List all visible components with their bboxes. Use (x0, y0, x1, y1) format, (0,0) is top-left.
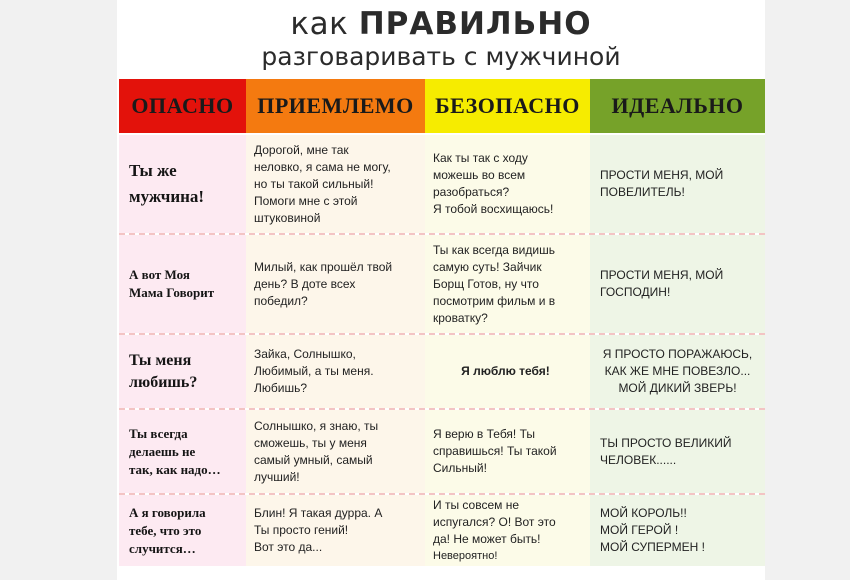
header-safe: БЕЗОПАСНО (425, 79, 590, 133)
header-dangerous: ОПАСНО (119, 79, 246, 133)
header-acceptable: ПРИЕМЛЕМО (246, 79, 425, 133)
title-bold: ПРАВИЛЬНО (358, 6, 592, 42)
cell-safe: Я верю в Тебя! Ты справишься! Ты такой Сильный! (425, 410, 590, 493)
cell-safe-small-text: Невероятно! (433, 549, 498, 562)
cell-acceptable: Милый, как прошёл твой день? В доте всех победил? (246, 235, 425, 333)
table-row (119, 410, 765, 495)
cell-dangerous: Ты меня любишь? (119, 335, 246, 408)
cell-acceptable: Зайка, Солнышко, Любимый, а ты меня. Любишь? (246, 335, 425, 408)
cell-acceptable: Солнышко, я знаю, ты сможешь, ты у меня самый умный, самый лучший! (246, 410, 425, 493)
table-row (119, 135, 765, 235)
column-header-row (119, 79, 765, 133)
infographic-card (117, 0, 765, 580)
cell-safe: Я люблю тебя! (425, 335, 590, 408)
table-row (119, 335, 765, 410)
header-ideal: ИДЕАЛЬНО (590, 79, 765, 133)
title-line-1 (117, 6, 765, 42)
cell-dangerous: А я говорила тебе, что это случится… (119, 495, 246, 566)
cell-dangerous: Ты всегда делаешь не так, как надо… (119, 410, 246, 493)
title-light: как (290, 6, 359, 42)
cell-safe-main-text: И ты совсем не испугался? О! Вот это да! Не может быть! (433, 497, 556, 546)
cell-dangerous: Ты же мужчина! (119, 135, 246, 233)
cell-acceptable: Блин! Я такая дурра. А Ты просто гений! Вот это да... (246, 495, 425, 566)
cell-safe: Как ты так с ходу можешь во всем разобраться? Я тобой восхищаюсь! (425, 135, 590, 233)
title-line-2: разговаривать с мужчиной (261, 42, 621, 71)
cell-ideal: ТЫ ПРОСТО ВЕЛИКИЙ ЧЕЛОВЕК...... (590, 410, 765, 493)
table-row (119, 495, 765, 566)
cell-dangerous: А вот Моя Мама Говорит (119, 235, 246, 333)
cell-safe (425, 495, 590, 566)
cell-ideal: МОЙ КОРОЛЬ!! МОЙ ГЕРОЙ ! МОЙ СУПЕРМЕН ! (590, 495, 765, 566)
cell-ideal: Я ПРОСТО ПОРАЖАЮСЬ, КАК ЖЕ МНЕ ПОВЕЗЛО... МОЙ ДИКИЙ ЗВЕРЬ! (590, 335, 765, 408)
table-row (119, 235, 765, 335)
cell-ideal: ПРОСТИ МЕНЯ, МОЙ ГОСПОДИН! (590, 235, 765, 333)
cell-ideal: ПРОСТИ МЕНЯ, МОЙ ПОВЕЛИТЕЛЬ! (590, 135, 765, 233)
cell-acceptable: Дорогой, мне так неловко, я сама не могу, но ты такой сильный! Помоги мне с этой штуковиной (246, 135, 425, 233)
cell-safe: Ты как всегда видишь самую суть! Зайчик Борщ Готов, ну что посмотрим фильм и в кроватку? (425, 235, 590, 333)
